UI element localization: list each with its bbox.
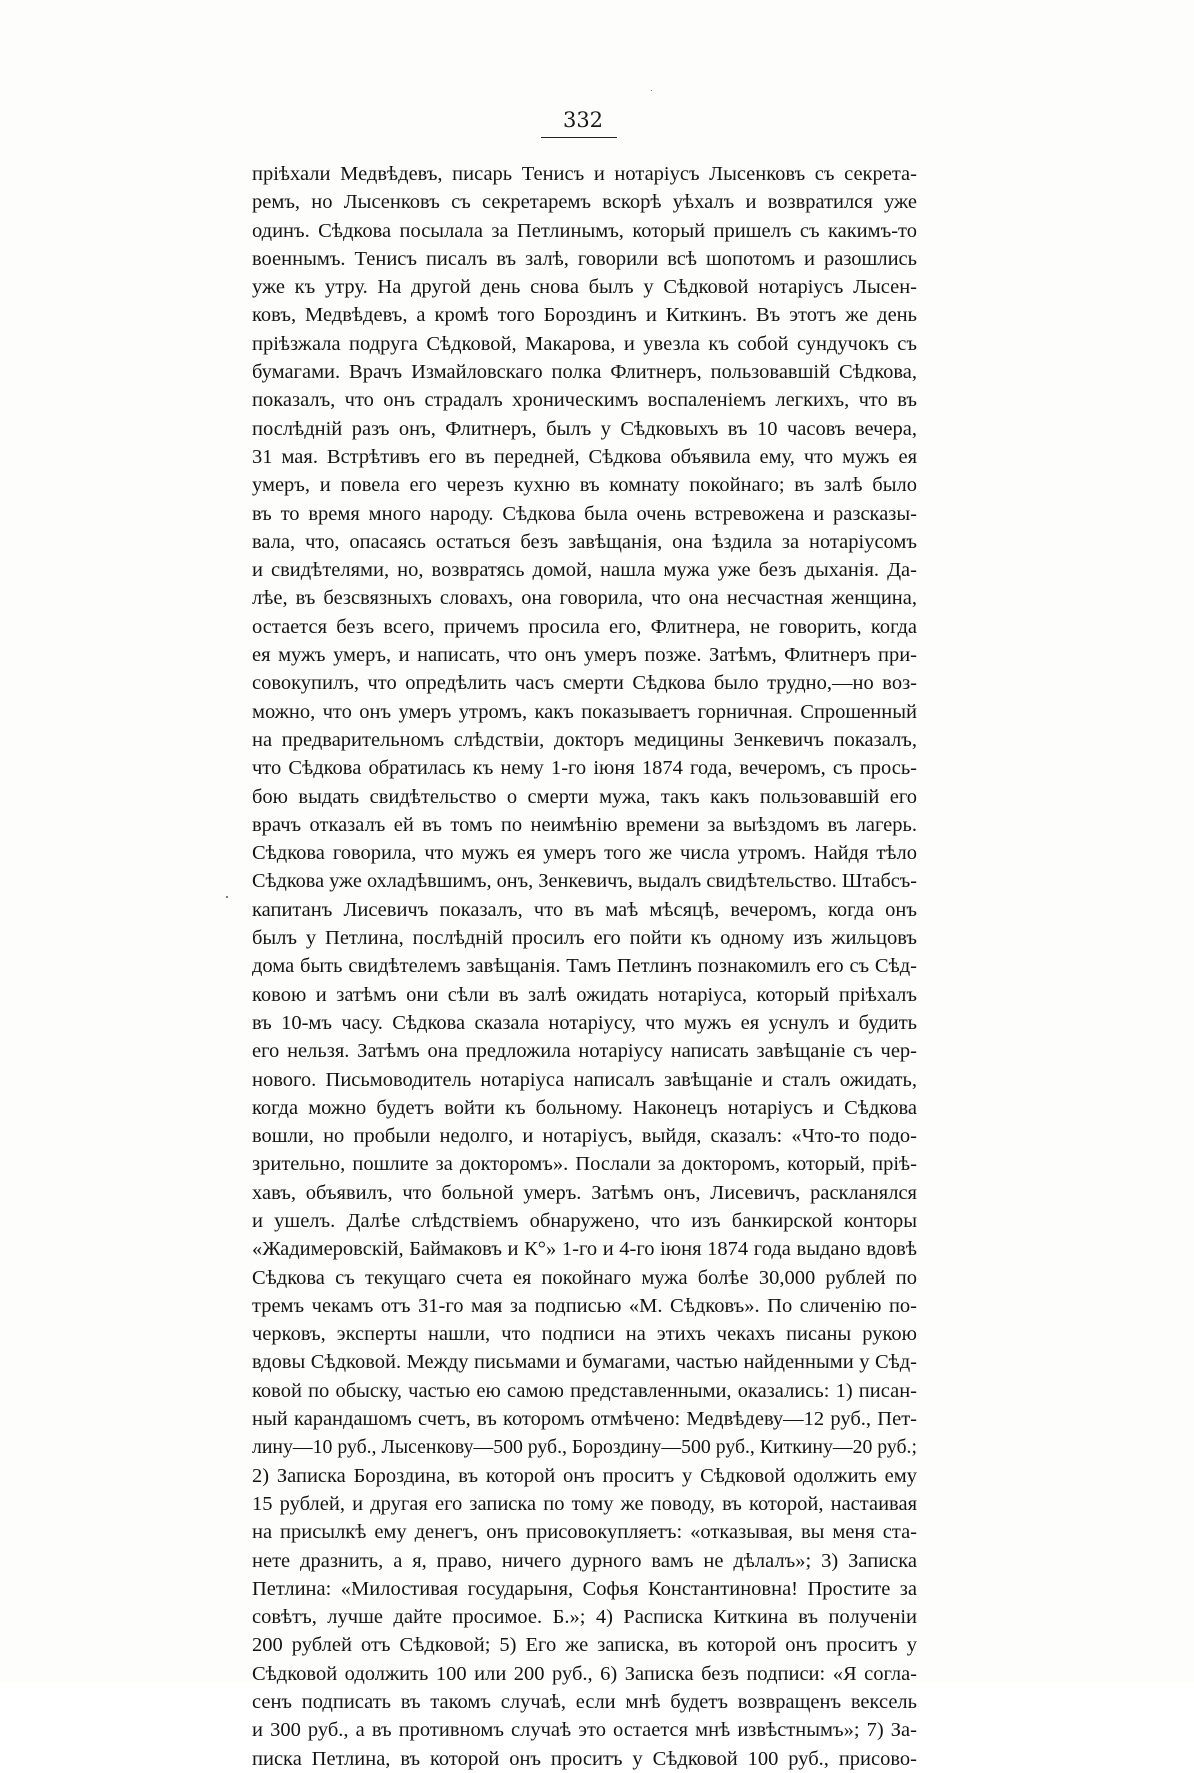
text-line: и свидѣтелями, но, возвратясь домой, нашла мужа уже безъ дыханія. Да- xyxy=(252,559,917,582)
text-line: Сѣдкова уже охладѣвшимъ, онъ, Зенкевичъ, выдалъ свидѣтельство. Штабсъ- xyxy=(252,870,917,893)
text-line: умеръ, и повела его черезъ кухню въ комнату покойнаго; въ залѣ было xyxy=(252,474,917,497)
text-line: одинъ. Сѣдкова посылала за Петлинымъ, который пришелъ съ какимъ-то xyxy=(252,219,917,242)
text-line: «Жадимеровскій, Баймаковъ и К°» 1-го и 4-го іюня 1874 года выдано вдовѣ xyxy=(252,1238,917,1261)
text-line: лѣе, въ безсвязныхъ словахъ, она говорила, что она несчастная женщина, xyxy=(252,587,917,610)
text-line: совокупилъ, что опредѣлить часъ смерти Сѣдкова было трудно,—но воз- xyxy=(252,672,917,695)
text-line: Петлина: «Милостивая государыня, Софья Константиновна! Простите за xyxy=(252,1577,917,1600)
text-line: Сѣдкова говорила, что мужъ ея умеръ того же числа утромъ. Найдя тѣло xyxy=(252,842,917,865)
text-line: въ 10-мъ часу. Сѣдкова сказала нотаріусу, что мужъ ея уснулъ и будить xyxy=(252,1011,917,1034)
text-line: показалъ, что онъ страдалъ хроническимъ воспаленіемъ легкихъ, что въ xyxy=(252,389,917,412)
text-line: нете дразнить, а я, право, ничего дурного вамъ не дѣлалъ»; 3) Записка xyxy=(252,1549,917,1572)
text-line: его нельзя. Затѣмъ она предложила нотаріусу написать завѣщаніе съ чер- xyxy=(252,1040,917,1063)
text-line: послѣдній разъ онъ, Флитнеръ, былъ у Сѣдковыхъ въ 10 часовъ вечера, xyxy=(252,417,917,440)
text-line: врачъ отказалъ ей въ томъ по неимѣнію времени за выѣздомъ въ лагерь. xyxy=(252,813,917,836)
text-line: пріѣзжала подруга Сѣдковой, Макарова, и увезла къ собой сундучокъ съ xyxy=(252,332,917,355)
text-line: вала, что, опасаясь остаться безъ завѣщанія, она ѣздила за нотаріусомъ xyxy=(252,530,917,553)
text-line: черковъ, эксперты нашли, что подписи на этихъ чекахъ писаны рукою xyxy=(252,1323,917,1346)
text-line: можно, что онъ умеръ утромъ, какъ показываетъ горничная. Спрошенный xyxy=(252,700,917,723)
text-line: 15 рублей, и другая его записка по тому же поводу, въ которой, настаивая xyxy=(252,1492,917,1515)
text-line: тремъ чекамъ отъ 31-го мая за подписью «М. Сѣдковъ». По сличенію по- xyxy=(252,1294,917,1317)
text-line: былъ у Петлина, послѣдній просилъ его пойти къ одному изъ жильцовъ xyxy=(252,927,917,950)
text-line: уже къ утру. На другой день снова былъ у Сѣдковой нотаріусъ Лысен- xyxy=(252,276,917,299)
text-line: пріѣхали Медвѣдевъ, писарь Тенисъ и нотаріусъ Лысенковъ съ секрета- xyxy=(252,163,917,185)
text-line: остается безъ всего, причемъ просила его, Флитнера, не говорить, когда xyxy=(252,615,917,638)
text-line: лину—10 руб., Лысенкову—500 руб., Бороздину—500 руб., Киткину—20 руб.; xyxy=(252,1436,917,1459)
text-line: хавъ, объявилъ, что больной умеръ. Затѣмъ онъ, Лисевичъ, раскланялся xyxy=(252,1181,917,1204)
text-line: и ушелъ. Далѣе слѣдствіемъ обнаружено, что изъ банкирской конторы xyxy=(252,1209,917,1232)
text-line: 2) Записка Бороздина, въ которой онъ проситъ у Сѣдковой одолжить ему xyxy=(252,1464,917,1487)
text-line: ный карандашомъ счетъ, въ которомъ отмѣчено: Медвѣдеву—12 руб., Пет- xyxy=(252,1408,917,1431)
page-number-rule xyxy=(541,137,617,138)
text-line: сенъ подписать въ такомъ случаѣ, если мнѣ будетъ возвращенъ вексель xyxy=(252,1691,917,1714)
text-line: въ то время много народу. Сѣдкова была очень встревожена и разсказы- xyxy=(252,502,917,525)
text-line: ремъ, но Лысенковъ съ секретаремъ вскорѣ уѣхалъ и возвратился уже xyxy=(252,191,917,214)
text-line: на предварительномъ слѣдствіи, докторъ медицины Зенкевичъ показалъ, xyxy=(252,728,917,751)
print-speck xyxy=(226,896,228,898)
text-line: бумагами. Врачъ Измайловскаго полка Флитнеръ, пользовавшій Сѣдкова, xyxy=(252,361,917,384)
text-line: на присылкѣ ему денегъ, онъ присовокупляетъ: «отказывая, вы меня ста- xyxy=(252,1521,917,1544)
text-line: и 300 руб., а въ противномъ случаѣ это остается мнѣ извѣстнымъ»; 7) За- xyxy=(252,1719,917,1742)
text-line: вошли, но пробыли недолго, и нотаріусъ, выйдя, сказалъ: «Что-то подо- xyxy=(252,1125,917,1148)
text-line: дома быть свидѣтелемъ завѣщанія. Тамъ Петлинъ познакомилъ его съ Сѣд- xyxy=(252,955,917,978)
text-line: совѣтъ, лучше дайте просимое. Б.»; 4) Расписка Киткина въ полученіи xyxy=(252,1606,917,1629)
text-line: капитанъ Лисевичъ показалъ, что въ маѣ мѣсяцѣ, вечеромъ, когда онъ xyxy=(252,898,917,921)
text-line: ея мужъ умеръ, и написать, что онъ умеръ позже. Затѣмъ, Флитнеръ при- xyxy=(252,644,917,667)
body-text xyxy=(252,160,917,1773)
text-line: что Сѣдкова обратилась къ нему 1-го іюня 1874 года, вечеромъ, съ прось- xyxy=(252,757,917,780)
text-line: 31 мая. Встрѣтивъ его въ передней, Сѣдкова объявила ему, что мужъ ея xyxy=(252,445,917,468)
text-line: зрительно, пошлите за докторомъ». Послали за докторомъ, который, пріѣ- xyxy=(252,1153,917,1176)
text-line: когда можно будетъ войти къ больному. Наконецъ нотаріусъ и Сѣдкова xyxy=(252,1096,917,1119)
text-line: вдовы Сѣдковой. Между письмами и бумагами, частью найденными у Сѣд- xyxy=(252,1351,917,1374)
page-number: 332 xyxy=(562,108,604,132)
text-line: ковъ, Медвѣдевъ, а кромѣ того Бороздинъ и Киткинъ. Въ этотъ же день xyxy=(252,304,917,327)
text-line: ковою и затѣмъ они сѣли въ залѣ ожидать нотаріуса, который пріѣхалъ xyxy=(252,983,917,1006)
print-speck xyxy=(651,90,652,91)
text-line: ковой по обыску, частью ею самою представленными, оказались: 1) писан- xyxy=(252,1379,917,1402)
text-line: 200 рублей отъ Сѣдковой; 5) Его же записка, въ которой онъ проситъ у xyxy=(252,1634,917,1657)
text-line: нового. Письмоводитель нотаріуса написалъ завѣщаніе и сталъ ожидать, xyxy=(252,1068,917,1091)
text-line: Сѣдкова съ текущаго счета ея покойнаго мужа болѣе 30,000 рублей по xyxy=(252,1266,917,1289)
text-line: бою выдать свидѣтельство о смерти мужа, такъ какъ пользовавшій его xyxy=(252,785,917,808)
text-line: военнымъ. Тенисъ писалъ въ залѣ, говорили всѣ шопотомъ и разошлись xyxy=(252,247,917,270)
text-line: писка Петлина, въ которой онъ проситъ у Сѣдковой 100 руб., присово- xyxy=(252,1747,917,1770)
text-line: Сѣдковой одолжить 100 или 200 руб., 6) Записка безъ подписи: «Я согла- xyxy=(252,1662,917,1685)
